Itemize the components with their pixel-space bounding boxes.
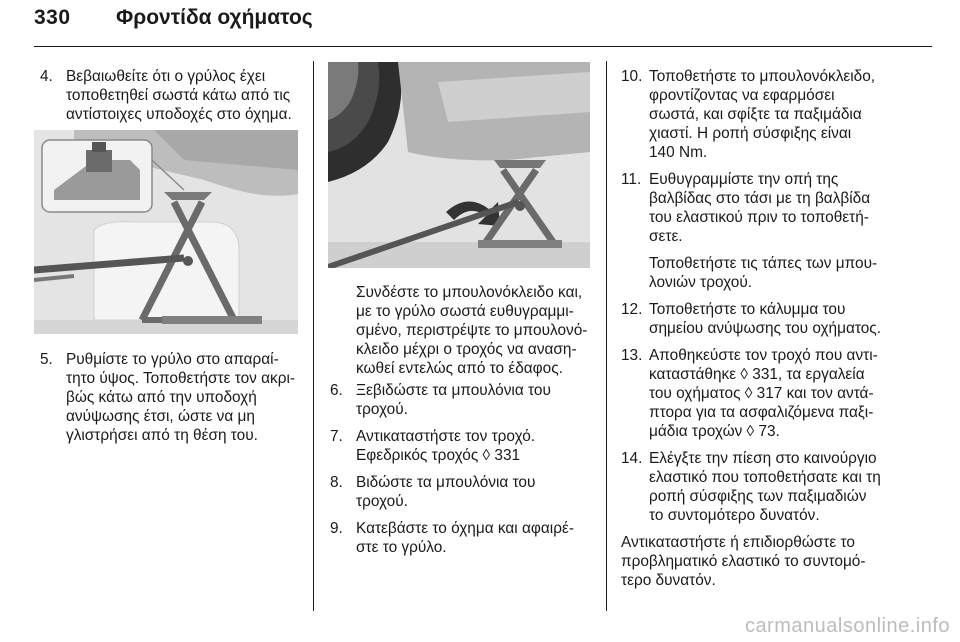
- page-title: Φροντίδα οχήματος: [116, 6, 313, 29]
- column-1: [40, 67, 302, 124]
- column-divider-left: [313, 61, 314, 611]
- step-text: Ευθυγραμμίστε την οπή της βαλβίδας στο τάσι με τη βαλβίδα του ελαστικού πριν το τοποθετή- σετε. Τοποθετήστε τις τάπες των μπου- λονιών τροχού.: [649, 170, 936, 292]
- step-text: Τοποθετήστε το κάλυμμα του σημείου ανύψωσης του οχήματος.: [649, 301, 881, 337]
- step-10: 10. Τοποθετήστε το μπουλονόκλειδο, φροντίζοντας να εφαρμόσει σωστά, και σφίξτε τα παξιμάδια χιαστί. Η ροπή σύσφιξης είναι 140 Nm.: [621, 67, 936, 162]
- column-1-lower: [40, 350, 302, 445]
- step-14: 14. Ελέγξτε την πίεση στο καινούργιο ελαστικό που τοποθετήσατε και τη ροπή σύσφιξης των παξιμαδιών το συντομότερο δυνατόν.: [621, 449, 936, 525]
- jack-position-illustration: [34, 130, 298, 334]
- step-7: 7. Αντικαταστήστε τον τροχό. Εφεδρικός τροχός ◊ 331: [330, 427, 602, 465]
- page-number: 330: [34, 6, 71, 29]
- step-5: [40, 350, 302, 445]
- column-divider-right: [606, 61, 607, 611]
- step-text: Κατεβάστε το όχημα και αφαιρέ- στε το γρύλο.: [356, 520, 574, 556]
- step-text: Ρυθμίστε το γρύλο στο απαραί- τητο ύψος. Τοποθετήστε τον ακρι- βώς κάτω από την υποδοχή ανύψωσης έτσι, ώστε να μη γλιστρήσει από τη θέση του.: [66, 351, 296, 444]
- raise-instruction: Συνδέστε το μπουλονόκλειδο και, με το γρύλο σωστά ευθυγραμμι- σμένο, περιστρέψτε το μπουλονό- κλειδο μέχρι ο τροχός να αναση- κωθεί εντελώς από το έδαφος.: [356, 284, 588, 377]
- jack-raising-svg: [328, 62, 590, 268]
- step-11: 11. Ευθυγραμμίστε την οπή της βαλβίδας στο τάσι με τη βαλβίδα του ελαστικού πριν το τοποθετή- σετε. Τοποθετήστε τις τάπες των μπου- λονιών τροχού.: [621, 170, 936, 292]
- header-rule: [34, 46, 932, 47]
- step-8: 8. Βιδώστε τα μπουλόνια του τροχού.: [330, 473, 602, 511]
- spare-wheel-reference[interactable]: Εφεδρικός τροχός ◊ 331: [356, 447, 521, 464]
- step-text: Ξεβιδώστε τα μπουλόνια του τροχού.: [356, 382, 551, 418]
- column-3: [621, 67, 936, 590]
- page-header: [34, 6, 934, 46]
- column-2: [356, 283, 601, 378]
- reference-73[interactable]: μάδια τροχών ◊ 73.: [649, 423, 780, 440]
- reference-317[interactable]: του οχήματος ◊ 317 και τον αντά-: [649, 385, 874, 402]
- jack-illustration-svg: [34, 130, 298, 334]
- step-number: 5.: [40, 351, 53, 368]
- step-12: 12. Τοποθετήστε το κάλυμμα του σημείου ανύψωσης του οχήματος.: [621, 300, 936, 338]
- step-text: Αποθηκεύστε τον τροχό που αντι- καταστάθηκε ◊ 331, τα εργαλεία του οχήματος ◊ 317 και τον αντά- πτορα για τα ασφαλιζόμενα παξι- μάδια τροχών ◊ 73.: [649, 346, 936, 441]
- step-13: 13. Αποθηκεύστε τον τροχό που αντι- καταστάθηκε ◊ 331, τα εργαλεία του οχήματος ◊ 317 και τον αντά- πτορα για τα ασφαλιζόμενα παξι- μάδια τροχών ◊ 73.: [621, 346, 936, 441]
- step-6: 6. Ξεβιδώστε τα μπουλόνια του τροχού.: [330, 381, 602, 419]
- step-number: 4.: [40, 68, 53, 85]
- step-text: Βιδώστε τα μπουλόνια του τροχού.: [356, 474, 536, 510]
- reference-331[interactable]: καταστάθηκε ◊ 331, τα εργαλεία: [649, 366, 865, 383]
- step-text: Τοποθετήστε το μπουλονόκλειδο, φροντίζοντας να εφαρμόσει σωστά, και σφίξτε τα παξιμάδια χιαστί. Η ροπή σύσφιξης είναι 140 Nm.: [649, 68, 876, 161]
- closing-note: Αντικαταστήστε ή επιδιορθώστε το προβληματικό ελαστικό το συντομό- τερο δυνατόν.: [621, 534, 866, 589]
- step-text: Ελέγξτε την πίεση στο καινούργιο ελαστικό που τοποθετήσατε και τη ροπή σύσφιξης των παξιμαδιών το συντομότερο δυνατόν.: [649, 450, 881, 524]
- step-text: Βεβαιωθείτε ότι ο γρύλος έχει τοποθετηθεί σωστά κάτω από τις αντίστοιχες υποδοχές στο όχημα.: [66, 68, 292, 123]
- step-text: Αντικαταστήστε τον τροχό. Εφεδρικός τροχός ◊ 331: [356, 427, 602, 465]
- column-2-steps: [330, 381, 602, 557]
- watermark: carmanualsonline.info: [744, 615, 950, 637]
- step-11-note: Τοποθετήστε τις τάπες των μπου- λονιών τροχού.: [649, 255, 878, 291]
- step-9: 9. Κατεβάστε το όχημα και αφαιρέ- στε το γρύλο.: [330, 519, 602, 557]
- step-4: [40, 67, 302, 124]
- jack-raising-illustration: [328, 62, 590, 268]
